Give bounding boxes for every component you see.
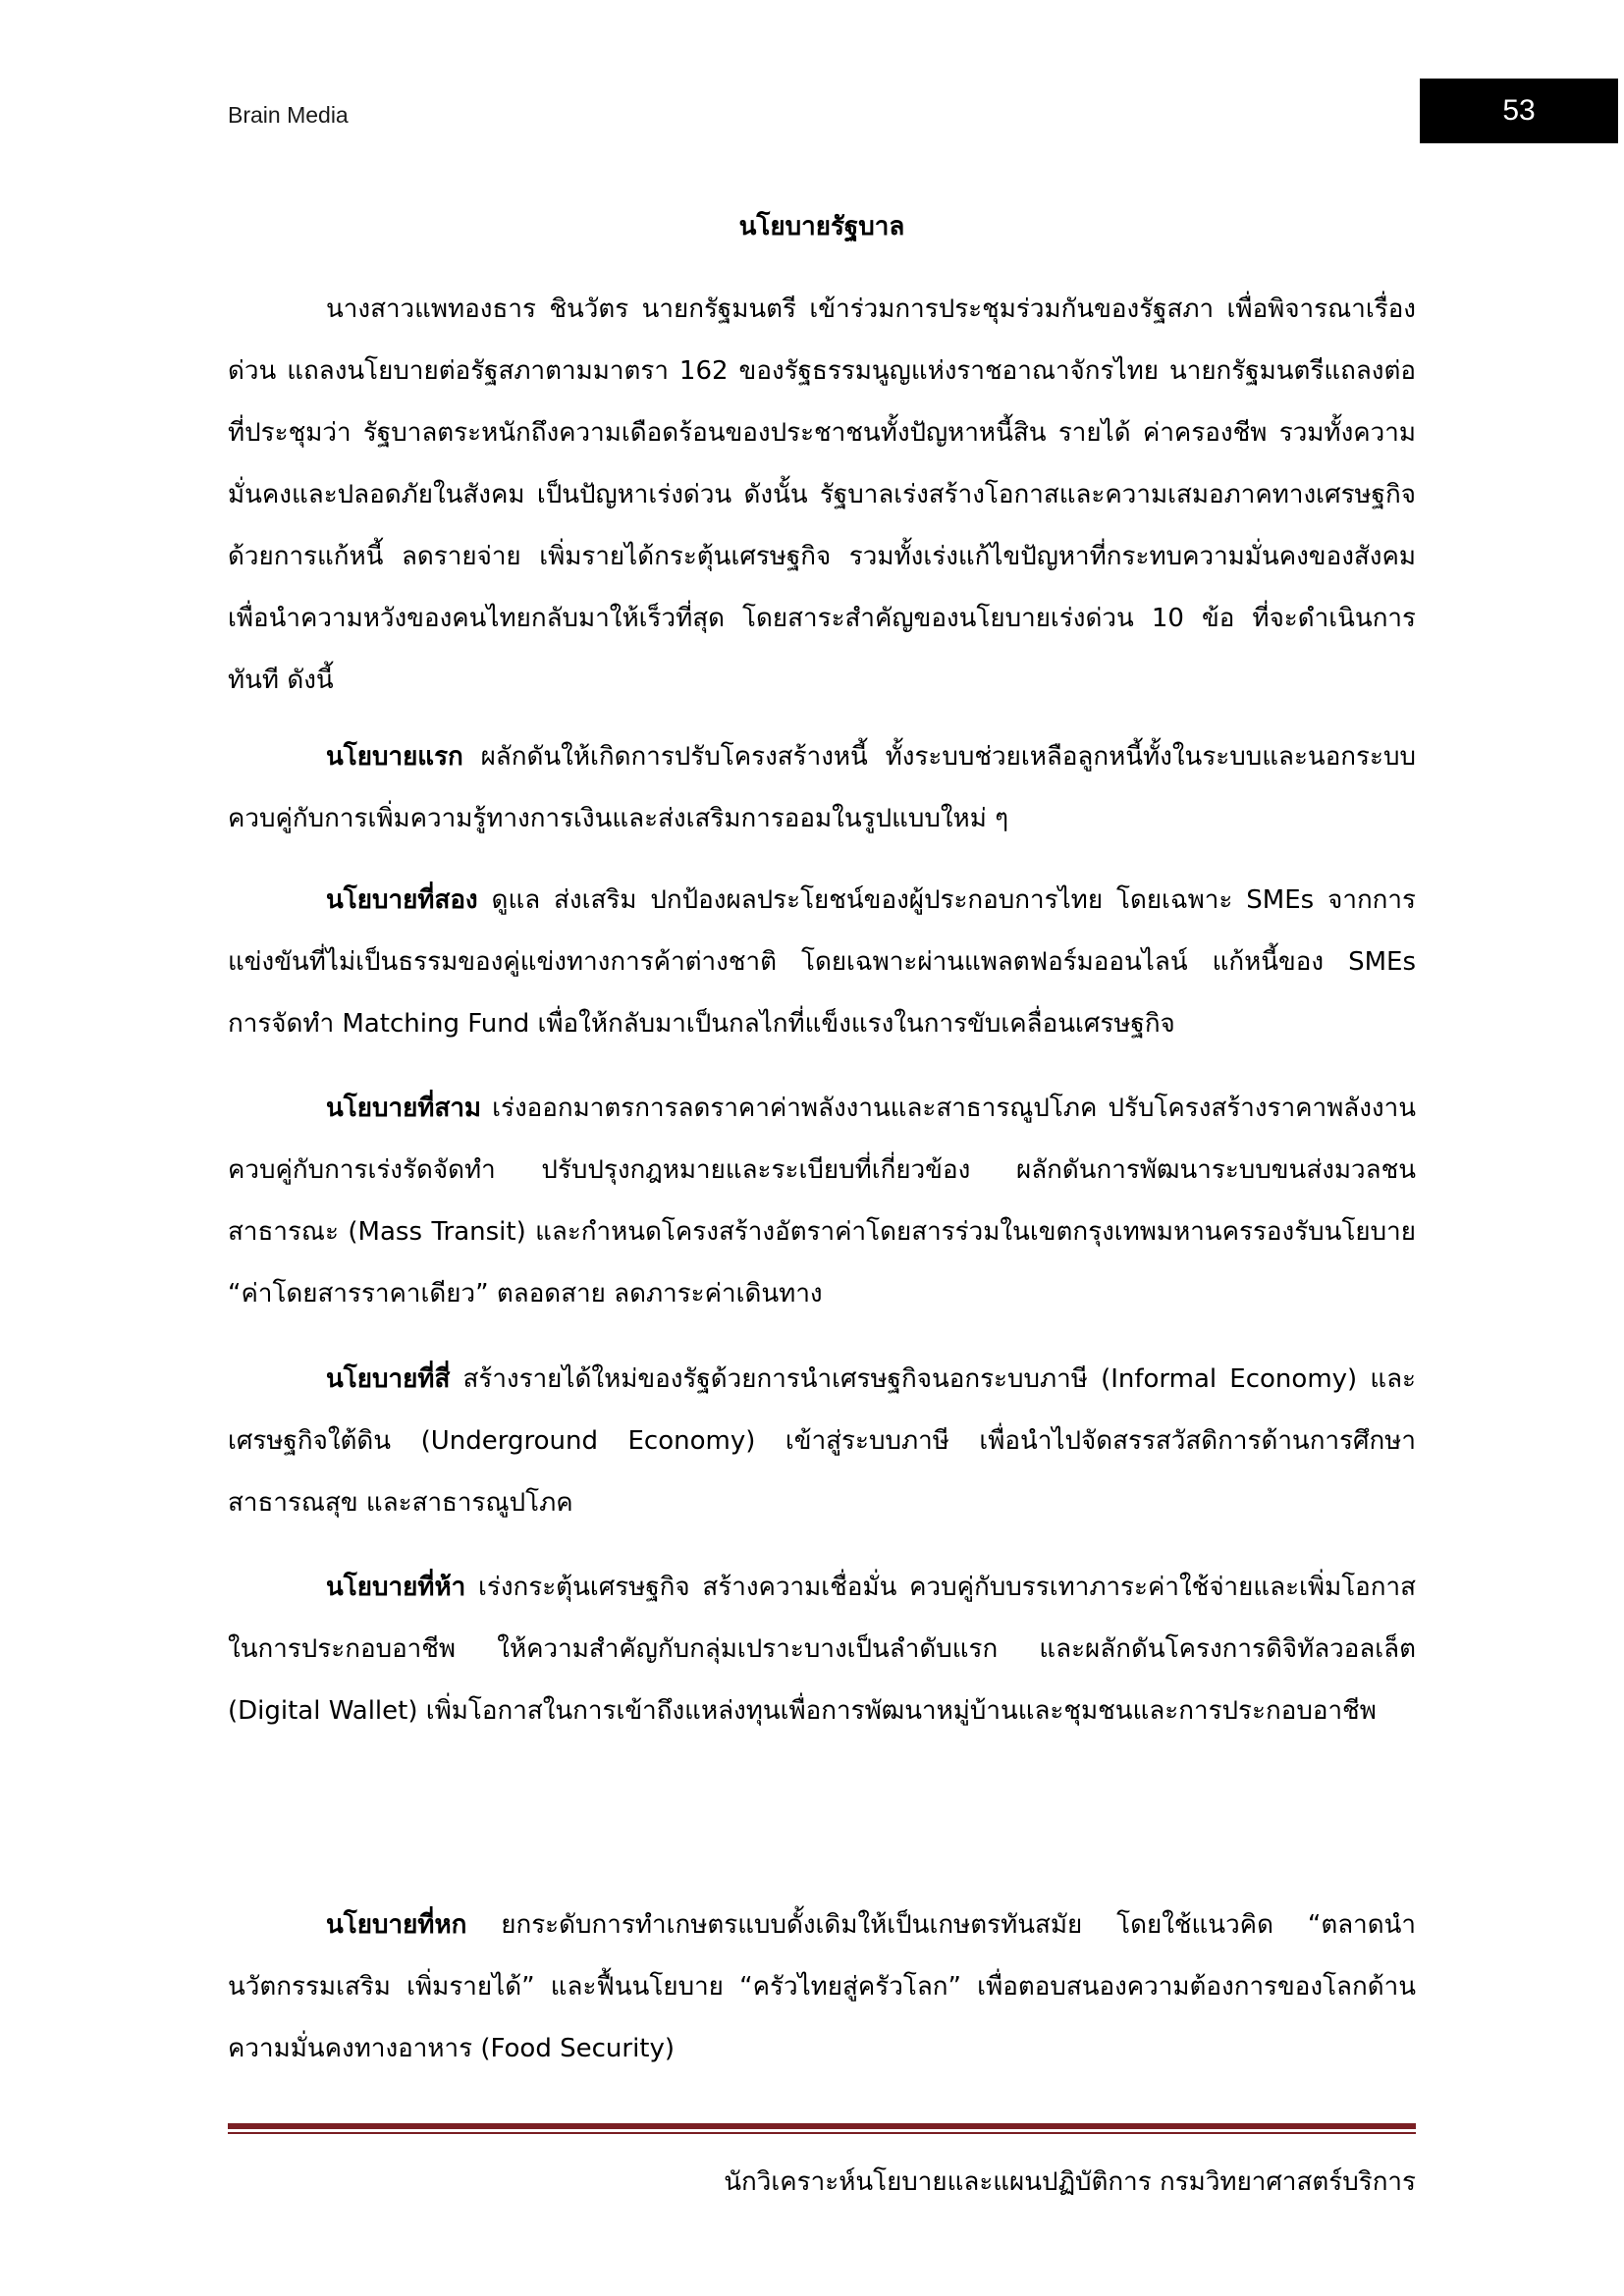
policy-text-3: เร่งออกมาตรการลดราคาค่าพลังงานและสาธารณูปโภค ปรับโครงสร้างราคาพลังงานควบคู่กับการเร่งรัดจัดทำ ปรับปรุงกฎหมายและระเบียบที่เกี่ยวข้อง ผลักดันการพัฒนาระบบขนส่งมวลชนสาธารณะ (Mass Transit) และกำหนดโครงสร้างอัตราค่าโดยสารร่วมในเขตกรุงเทพมหานครรองรับนโยบาย “ค่าโดยสารราคาเดียว” ตลอดสาย ลดภาระค่าเดินทาง [228, 1094, 1416, 1308]
policy-heading-6: นโยบายที่หก [326, 1910, 467, 1940]
policy-paragraph-2 [228, 870, 1416, 1055]
policy-text-5: เร่งกระตุ้นเศรษฐกิจ สร้างความเชื่อมั่น ควบคู่กับบรรเทาภาระค่าใช้จ่ายและเพิ่มโอกาสในการประกอบอาชีพ ให้ความสำคัญกับกลุ่มเปราะบางเป็นลำดับแรก และผลักดันโครงการดิจิทัลวอลเล็ต (Digital Wallet) เพิ่มโอกาสในการเข้าถึงแหล่งทุนเพื่อการพัฒนาหมู่บ้านและชุมชนและการประกอบอาชีพ [228, 1573, 1416, 1726]
footer-department: นักวิเคราะห์นโยบายและแผนปฏิบัติการ กรมวิทยาศาสตร์บริการ [724, 2167, 1416, 2197]
policy-paragraph-1 [228, 726, 1416, 850]
footer-divider [228, 2123, 1416, 2129]
policy-heading-3: นโยบายที่สาม [326, 1094, 482, 1123]
page-title: นโยบายรัฐบาล [738, 212, 905, 241]
policy-heading-4: นโยบายที่สี่ [326, 1364, 451, 1394]
policy-paragraph-5 [228, 1557, 1416, 1742]
brand-name: Brain Media [228, 102, 349, 128]
policy-text-2: ดูแล ส่งเสริม ปกป้องผลประโยชน์ของผู้ประกอบการไทย โดยเฉพาะ SMEs จากการแข่งขันที่ไม่เป็นธรรมของคู่แข่งทางการค้าต่างชาติ โดยเฉพาะผ่านแพลตฟอร์มออนไลน์ แก้หนี้ของ SMEs การจัดทำ Matching Fund เพื่อให้กลับมาเป็นกลไกที่แข็งแรงในการขับเคลื่อนเศรษฐกิจ [228, 885, 1416, 1039]
intro-paragraph: นางสาวแพทองธาร ชินวัตร นายกรัฐมนตรี เข้าร่วมการประชุมร่วมกันของรัฐสภา เพื่อพิจารณาเรื่องด่วน แถลงนโยบายต่อรัฐสภาตามมาตรา 162 ของรัฐธรรมนูญแห่งราชอาณาจักรไทย นายกรัฐมนตรีแถลงต่อที่ประชุมว่า รัฐบาลตระหนักถึงความเดือดร้อนของประชาชนทั้งปัญหาหนี้สิน รายได้ ค่าครองชีพ รวมทั้งความมั่นคงและปลอดภัยในสังคม เป็นปัญหาเร่งด่วน ดังนั้น รัฐบาลเร่งสร้างโอกาสและความเสมอภาคทางเศรษฐกิจ ด้วยการแก้หนี้ ลดรายจ่าย เพิ่มรายได้กระตุ้นเศรษฐกิจ รวมทั้งเร่งแก้ไขปัญหาที่กระทบความมั่นคงของสังคม เพื่อนำความหวังของคนไทยกลับมาให้เร็วที่สุด โดยสาระสำคัญของนโยบายเร่งด่วน 10 ข้อ ที่จะดำเนินการทันที ดังนี้ [228, 294, 1416, 695]
policy-heading-1: นโยบายแรก [326, 742, 463, 772]
policy-text-6: ยกระดับการทำเกษตรแบบดั้งเดิมให้เป็นเกษตรทันสมัย โดยใช้แนวคิด “ตลาดนำนวัตกรรมเสริม เพิ่มรายได้” และฟื้นนโยบาย “ครัวไทยสู่ครัวโลก” เพื่อตอบสนองความต้องการของโลกด้านความมั่นคงทางอาหาร (Food Security) [228, 1910, 1416, 2063]
policy-heading-2: นโยบายที่สอง [326, 885, 478, 915]
policy-text-1: ผลักดันให้เกิดการปรับโครงสร้างหนี้ ทั้งระบบช่วยเหลือลูกหนี้ทั้งในระบบและนอกระบบ ควบคู่กับการเพิ่มความรู้ทางการเงินและส่งเสริมการออมในรูปแบบใหม่ ๆ [228, 742, 1416, 833]
policy-paragraph-4 [228, 1349, 1416, 1534]
policy-paragraph-6 [228, 1895, 1416, 2080]
policy-heading-5: นโยบายที่ห้า [326, 1573, 466, 1602]
policy-paragraph-3 [228, 1078, 1416, 1325]
policy-text-4: สร้างรายได้ใหม่ของรัฐด้วยการนำเศรษฐกิจนอกระบบภาษี (Informal Economy) และเศรษฐกิจใต้ดิน (Underground Economy) เข้าสู่ระบบภาษี เพื่อนำไปจัดสรรสวัสดิการด้านการศึกษา สาธารณสุข และสาธารณูปโภค [228, 1364, 1416, 1518]
page-number-badge: 53 [1420, 79, 1618, 143]
